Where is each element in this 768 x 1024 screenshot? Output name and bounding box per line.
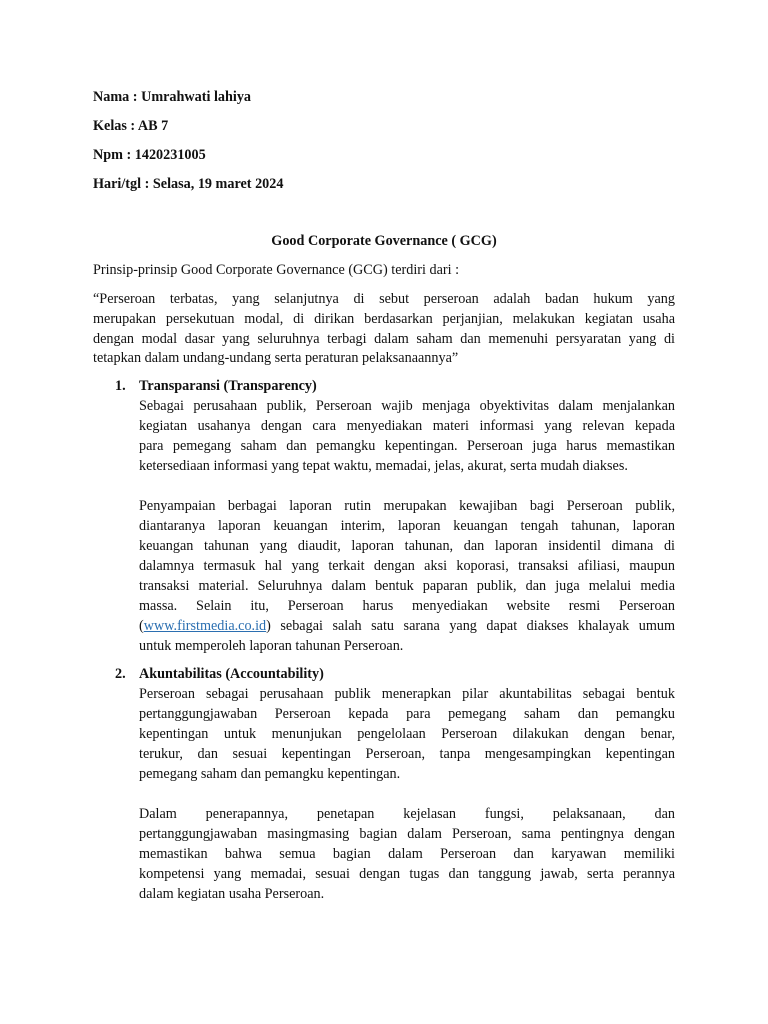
quote-line: “Perseroan terbatas, yang selanjutnya di sebut perseroan adalah badan hukum yang (93, 291, 675, 307)
section-accountability (93, 664, 675, 904)
paragraph (139, 684, 675, 784)
definition-quote (93, 290, 675, 369)
paragraph-line: ketersediaan informasi yang tepat waktu, memadai, jelas, akurat, serta mudah diakses. (139, 458, 628, 474)
section-heading (93, 376, 675, 396)
paragraph-line: pertanggungjawaban Perseroan kepada para pemegang saham dan pemangku (139, 706, 675, 722)
section-number: 2. (115, 666, 126, 682)
section-heading (93, 664, 675, 684)
link-open-paren: ( (139, 618, 144, 634)
student-date: Hari/tgl : Selasa, 19 maret 2024 (93, 176, 284, 192)
section-number: 1. (115, 378, 126, 394)
section-transparency (93, 376, 675, 656)
paragraph-line: terukur, dan sesuai kepentingan Perseroan, tanpa mengesampingkan kepentingan (139, 746, 675, 762)
student-npm: Npm : 1420231005 (93, 147, 206, 163)
paragraph (139, 496, 675, 656)
paragraph (139, 396, 675, 476)
student-class: Kelas : AB 7 (93, 118, 169, 134)
student-name: Nama : Umrahwati lahiya (93, 89, 252, 105)
paragraph-line (139, 616, 675, 636)
paragraph (139, 804, 675, 904)
paragraph-line: dalamnya termasuk hal yang terkait dengan aksi koporasi, transaksi afiliasi, maupun (139, 558, 675, 574)
section-title: Akuntabilitas (Accountability) (139, 666, 324, 682)
student-info (93, 86, 283, 202)
document-title: Good Corporate Governance ( GCG) (271, 233, 497, 249)
quote-line: tetapkan dalam undang-undang serta peraturan pelaksanaannya” (93, 350, 459, 367)
paragraph-line: kepentingan untuk menunjukan pengelolaan Perseroan dilakukan dengan benar, (139, 726, 675, 742)
paragraph-line: para pemegang saham dan pemangku kepentingan. Perseroan juga harus memastikan (139, 438, 675, 454)
firstmedia-website-link[interactable]: www.firstmedia.co.id (143, 618, 267, 634)
paragraph-line: untuk memperoleh laporan tahunan Perseroan. (139, 638, 404, 654)
paragraph-line: Perseroan sebagai perusahaan publik menerapkan pilar akuntabilitas sebagai bentuk (139, 686, 675, 702)
paragraph-line: Sebagai perusahaan publik, Perseroan wajib menjaga obyektivitas dalam menjalankan (139, 398, 675, 414)
paragraph-line: kegiatan usahanya dengan cara menyediakan materi informasi yang relevan kepada (139, 418, 675, 434)
quote-line: dengan modal dasar yang seluruhnya terbagi dalam saham dan memenuhi persyaratan yang di (93, 330, 675, 347)
paragraph-line: transaksi material. Seluruhnya dalam bentuk paparan publik, dan juga melalui media (139, 578, 675, 594)
section-title: Transparansi (Transparency) (139, 378, 317, 394)
paragraph-line: keuangan tahunan yang diaudit, laporan tahunan, dan laporan insidentil dimana di (139, 538, 675, 554)
paragraph-line: Penyampaian berbagai laporan rutin merupakan kewajiban bagi Perseroan publik, (139, 498, 675, 514)
link-continuation: ) sebagai salah satu sarana yang dapat diakses khalayak umum (266, 618, 675, 634)
paragraph-line: diantaranya laporan keuangan interim, laporan keuangan tengah tahunan, laporan (139, 518, 675, 534)
paragraph-line: kompetensi yang memadai, sesuai dengan tugas dan tanggung jawab, serta perannya (139, 866, 675, 882)
paragraph-line: memastikan bahwa semua bagian dalam Perseroan dan karyawan memiliki (139, 846, 675, 862)
quote-line: merupakan persekutuan modal, di dirikan berdasarkan perjanjian, melakukan kegiatan usaha (93, 310, 675, 327)
paragraph-line: pemegang saham dan pemangku kepentingan. (139, 766, 401, 782)
intro-text: Prinsip-prinsip Good Corporate Governance (GCG) terdiri dari : (93, 262, 460, 278)
paragraph-line: pertanggungjawaban masingmasing bagian dalam Perseroan, sama pentingnya dengan (139, 826, 675, 842)
paragraph-line: dalam kegiatan usaha Perseroan. (139, 886, 325, 902)
paragraph-line: Dalam penerapannya, penetapan kejelasan fungsi, pelaksanaan, dan (139, 806, 675, 822)
paragraph-line: massa. Selain itu, Perseroan harus menyediakan website resmi Perseroan (139, 598, 675, 614)
